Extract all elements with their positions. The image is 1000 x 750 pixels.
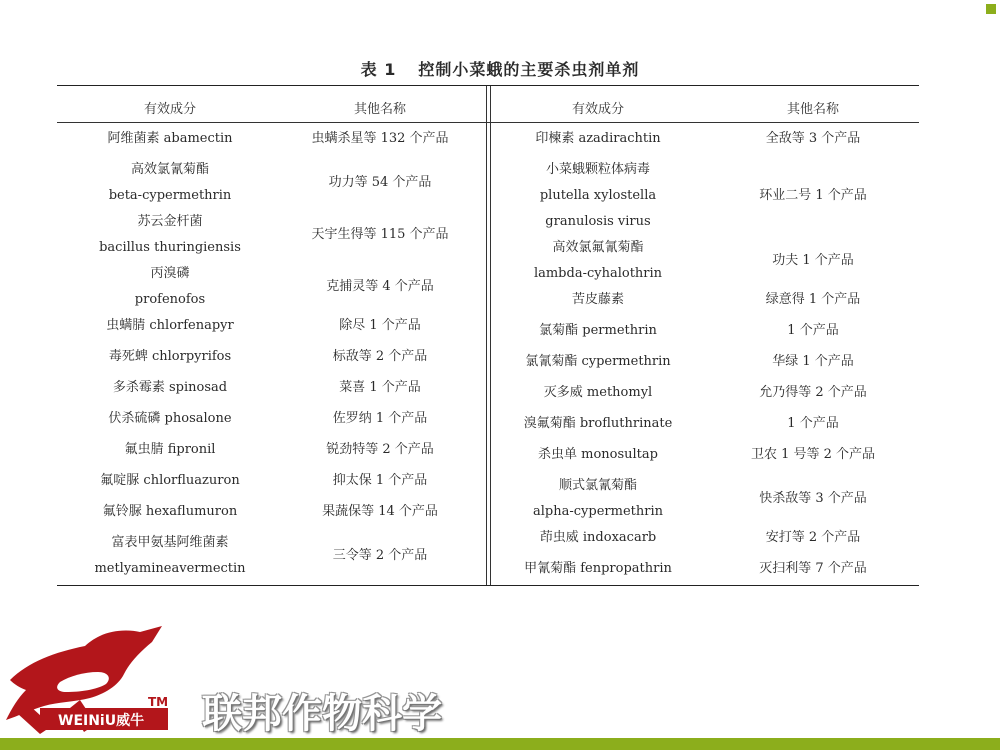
left-ingredient-line: beta-cypermethrin — [108, 188, 232, 203]
right-other-name-cell: 环业二号 1 个产品 — [759, 188, 867, 203]
left-other-name-cell: 三令等 2 个产品 — [332, 548, 428, 563]
table-top-rule — [57, 85, 919, 86]
right-ingredient-cell — [500, 287, 696, 313]
left-ingredient-line: 毒死蜱 chlorpyrifos — [108, 349, 232, 364]
left-ingredient-cell — [70, 375, 270, 401]
left-ingredient-cell — [70, 157, 270, 209]
right-ingredient-line: 杀虫单 monosultap — [538, 447, 658, 462]
left-ingredient-line: 阿维菌素 abamectin — [107, 131, 233, 146]
right-ingredient-cell — [500, 411, 696, 437]
left-ingredient-cell — [70, 406, 270, 432]
table-title — [0, 57, 1000, 80]
left-ingredient-line: 苏云金杆菌 — [137, 214, 203, 229]
right-ingredient-line: plutella xylostella — [539, 188, 657, 203]
logo-trademark: TM — [148, 695, 169, 709]
left-ingredient-line: bacillus thuringiensis — [99, 240, 241, 255]
left-ingredient-cell — [70, 261, 270, 313]
right-other-name-cell: 安打等 2 个产品 — [765, 530, 861, 545]
right-ingredient-cell — [500, 349, 696, 375]
right-header-other-names: 其他名称 — [786, 102, 839, 117]
left-ingredient-line: 伏杀硫磷 phosalone — [108, 411, 232, 426]
table-center-divider-second — [490, 86, 491, 585]
left-other-name-cell: 功力等 54 个产品 — [328, 175, 432, 190]
left-ingredient-line: 富表甲氨基阿维菌素 — [111, 535, 229, 550]
right-ingredient-cell — [500, 556, 696, 582]
right-ingredient-cell — [500, 157, 696, 235]
right-ingredient-line: alpha-cypermethrin — [533, 504, 663, 519]
corner-accent-square — [986, 4, 996, 14]
right-other-name-cell: 华绿 1 个产品 — [772, 354, 854, 369]
left-ingredient-cell — [70, 313, 270, 339]
right-ingredient-line: 苦皮藤素 — [571, 292, 624, 307]
right-ingredient-line: 溴氟菊酯 brofluthrinate — [523, 416, 673, 431]
right-other-name-cell: 功夫 1 个产品 — [772, 253, 854, 268]
left-ingredient-cell — [70, 126, 270, 152]
left-ingredient-line: 多杀霉素 spinosad — [112, 380, 228, 395]
right-other-name-cell: 1 个产品 — [787, 323, 839, 338]
right-other-name-cell: 全敌等 3 个产品 — [765, 131, 861, 146]
left-other-name-cell: 标敌等 2 个产品 — [332, 349, 428, 364]
left-other-name-cell: 果蔬保等 14 个产品 — [322, 504, 438, 519]
left-ingredient-line: 氟铃脲 hexaflumuron — [102, 504, 238, 519]
right-ingredient-cell — [500, 235, 696, 287]
right-ingredient-line: granulosis virus — [545, 214, 651, 229]
left-other-name-cell: 佐罗纳 1 个产品 — [332, 411, 428, 426]
left-ingredient-line: 氟虫腈 fipronil — [124, 442, 216, 457]
left-ingredient-line: metlyamineavermectin — [94, 561, 246, 576]
right-other-name-cell: 快杀敌等 3 个产品 — [759, 491, 867, 506]
right-header-ingredient: 有效成分 — [571, 102, 624, 117]
left-ingredient-line: 氟啶脲 chlorfluazuron — [100, 473, 240, 488]
left-ingredient-cell — [70, 344, 270, 370]
right-other-name-cell: 灭扫利等 7 个产品 — [759, 561, 867, 576]
table-bottom-rule — [57, 585, 919, 586]
left-other-name-cell: 锐劲特等 2 个产品 — [326, 442, 434, 457]
left-ingredient-cell — [70, 468, 270, 494]
table-header-rule — [57, 122, 919, 123]
right-ingredient-line: 顺式氯氰菊酯 — [558, 478, 637, 493]
table-center-divider — [486, 86, 487, 585]
left-ingredient-line: 丙溴磷 — [150, 266, 190, 281]
left-other-name-cell: 菜喜 1 个产品 — [339, 380, 421, 395]
left-ingredient-cell — [70, 499, 270, 525]
left-other-name-cell: 天宇生得等 115 个产品 — [311, 227, 449, 242]
right-ingredient-line: 印楝素 azadirachtin — [535, 131, 661, 146]
left-other-name-cell: 克捕灵等 4 个产品 — [326, 279, 434, 294]
right-ingredient-cell — [500, 525, 696, 551]
table-number: 表 1 — [360, 60, 397, 79]
right-other-name-cell: 绿意得 1 个产品 — [765, 292, 861, 307]
right-ingredient-cell — [500, 380, 696, 406]
left-ingredient-cell — [70, 437, 270, 463]
left-ingredient-cell — [70, 530, 270, 582]
left-other-name-cell: 除尽 1 个产品 — [339, 318, 421, 333]
footer-green-bar — [0, 738, 1000, 750]
logo-brand-text: WEINiU威牛 — [58, 713, 145, 729]
right-ingredient-line: 小菜蛾颗粒体病毒 — [545, 162, 650, 177]
left-other-name-cell: 虫螨杀星等 132 个产品 — [311, 131, 449, 146]
right-other-name-cell: 允乃得等 2 个产品 — [759, 385, 867, 400]
right-other-name-cell: 1 个产品 — [787, 416, 839, 431]
right-ingredient-cell — [500, 126, 696, 152]
left-ingredient-cell — [70, 209, 270, 261]
left-header-ingredient: 有效成分 — [143, 102, 196, 117]
right-ingredient-cell — [500, 473, 696, 525]
right-ingredient-cell — [500, 442, 696, 468]
right-ingredient-line: 氯氰菊酯 cypermethrin — [525, 354, 671, 369]
right-ingredient-line: 甲氰菊酯 fenpropathrin — [524, 561, 672, 576]
right-other-name-cell: 卫农 1 号等 2 个产品 — [750, 447, 876, 462]
left-ingredient-line: profenofos — [134, 292, 206, 307]
table-title-text: 控制小菜蛾的主要杀虫剂单剂 — [418, 60, 640, 79]
right-ingredient-line: 灭多威 methomyl — [543, 385, 653, 400]
right-ingredient-line: lambda-cyhalothrin — [533, 266, 663, 281]
right-ingredient-line: 高效氯氟氰菊酯 — [552, 240, 644, 255]
right-ingredient-cell — [500, 318, 696, 344]
left-header-other-names: 其他名称 — [353, 102, 406, 117]
left-ingredient-line: 高效氯氰菊酯 — [130, 162, 209, 177]
left-ingredient-line: 虫螨腈 chlorfenapyr — [106, 318, 234, 333]
right-ingredient-line: 氯菊酯 permethrin — [539, 323, 657, 338]
left-other-name-cell: 抑太保 1 个产品 — [332, 473, 428, 488]
right-ingredient-line: 茚虫威 indoxacarb — [539, 530, 657, 545]
watermark-text: 联邦作物科学 — [202, 691, 442, 737]
